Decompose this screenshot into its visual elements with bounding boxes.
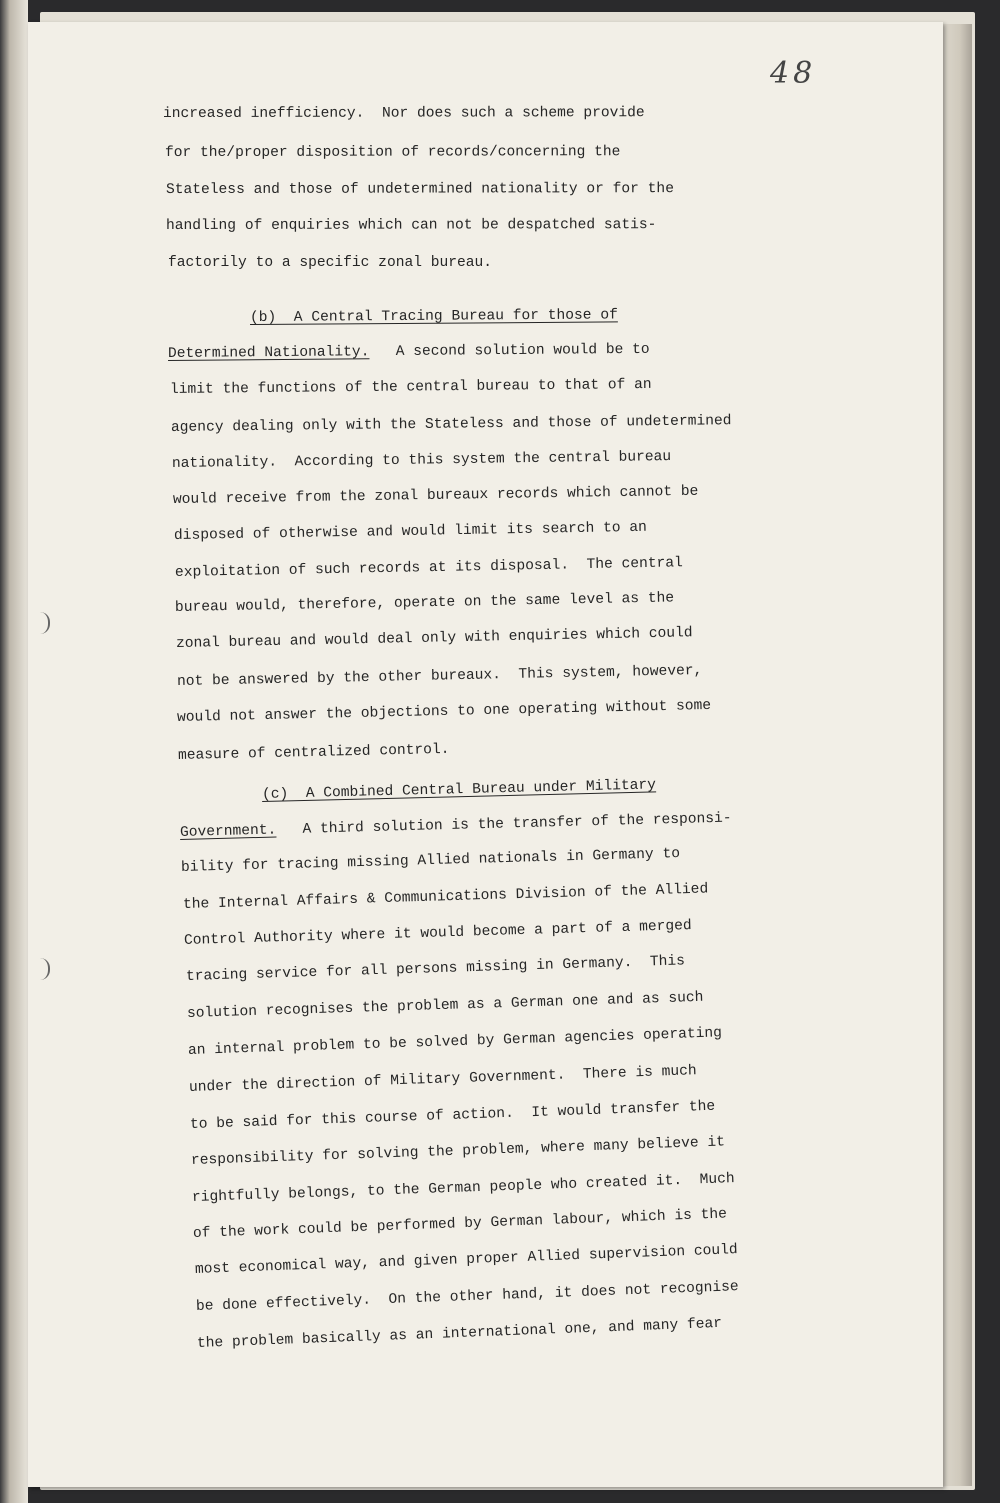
text-run: of the work could be performed by German labour, which is the — [192, 1206, 728, 1242]
text-run: bureau would, therefore, operate on the same level as the — [174, 590, 675, 616]
text-run: would receive from the zonal bureaux records which cannot be — [172, 483, 699, 508]
text-run: limit the functions of the central bureau to that of an — [169, 376, 652, 398]
text-run: under the direction of Military Government. There is much — [188, 1063, 697, 1096]
text-run: zonal bureau and would deal only with enquiries which could — [175, 625, 693, 652]
text-run: factorily to a specific zonal bureau. — [168, 255, 493, 271]
text-line — [163, 105, 645, 122]
text-run: solution recognises the problem as a German one and as such — [186, 989, 704, 1022]
text-run: Stateless and those of undetermined nationality or for the — [165, 181, 674, 198]
text-run: would not answer the objections to one operating without some — [176, 697, 712, 726]
text-line — [250, 307, 618, 326]
page-stack-edge — [942, 24, 972, 1486]
text-run: not be answered by the other bureaux. This system, however, — [176, 662, 703, 690]
underlined-heading-text: Determined Nationality. — [167, 344, 370, 362]
text-run: for the/proper disposition of records/concerning the — [164, 144, 621, 161]
text-run: the problem basically as an international one, and many fear — [196, 1315, 723, 1352]
text-run: increased inefficiency. Nor does such a scheme provide — [162, 105, 645, 122]
text-run: rightfully belongs, to the German people who created it. Much — [191, 1171, 735, 1206]
text-line — [168, 255, 492, 271]
text-line — [166, 181, 674, 198]
text-run: agency dealing only with the Stateless and those of undetermined — [170, 413, 732, 436]
text-line — [165, 144, 620, 161]
text-run: exploitation of such records at its disposal. The central — [174, 555, 684, 581]
text-line — [166, 217, 656, 234]
text-run: Control Authority where it would become a part of a merged — [183, 917, 692, 949]
text-run: measure of centralized control. — [177, 741, 450, 764]
text-run: disposed of otherwise and would limit its search to an — [173, 519, 647, 544]
text-run: to be said for this course of action. It would transfer the — [189, 1098, 716, 1133]
text-run: the Internal Affairs & Communications Division of the Allied — [182, 881, 709, 913]
underlined-heading-text: Government. — [179, 822, 277, 841]
text-run: tracing service for all persons missing in Germany. This — [185, 953, 686, 985]
underlined-heading-text: (c) A Combined Central Bureau under Military — [261, 777, 657, 803]
text-run: A third solution is the transfer of the responsi- — [276, 810, 732, 839]
binding-edge — [0, 0, 28, 1503]
text-run: most economical way, and given proper Allied supervision could — [194, 1242, 738, 1278]
text-run: an internal problem to be solved by German agencies operating — [187, 1025, 723, 1059]
page-number: 48 — [770, 56, 817, 91]
underlined-heading-text: (b) A Central Tracing Bureau for those of — [249, 307, 618, 326]
text-run: nationality. According to this system the central bureau — [171, 449, 672, 472]
text-run: bility for tracing missing Allied nationals in Germany to — [180, 846, 681, 876]
text-run: be done effectively. On the other hand, it does not recognise — [195, 1279, 739, 1315]
text-run: handling of enquiries which can not be despatched satis- — [165, 217, 657, 234]
text-run: responsibility for solving the problem, where many believe it — [190, 1134, 726, 1169]
text-run: A second solution would be to — [369, 341, 650, 361]
